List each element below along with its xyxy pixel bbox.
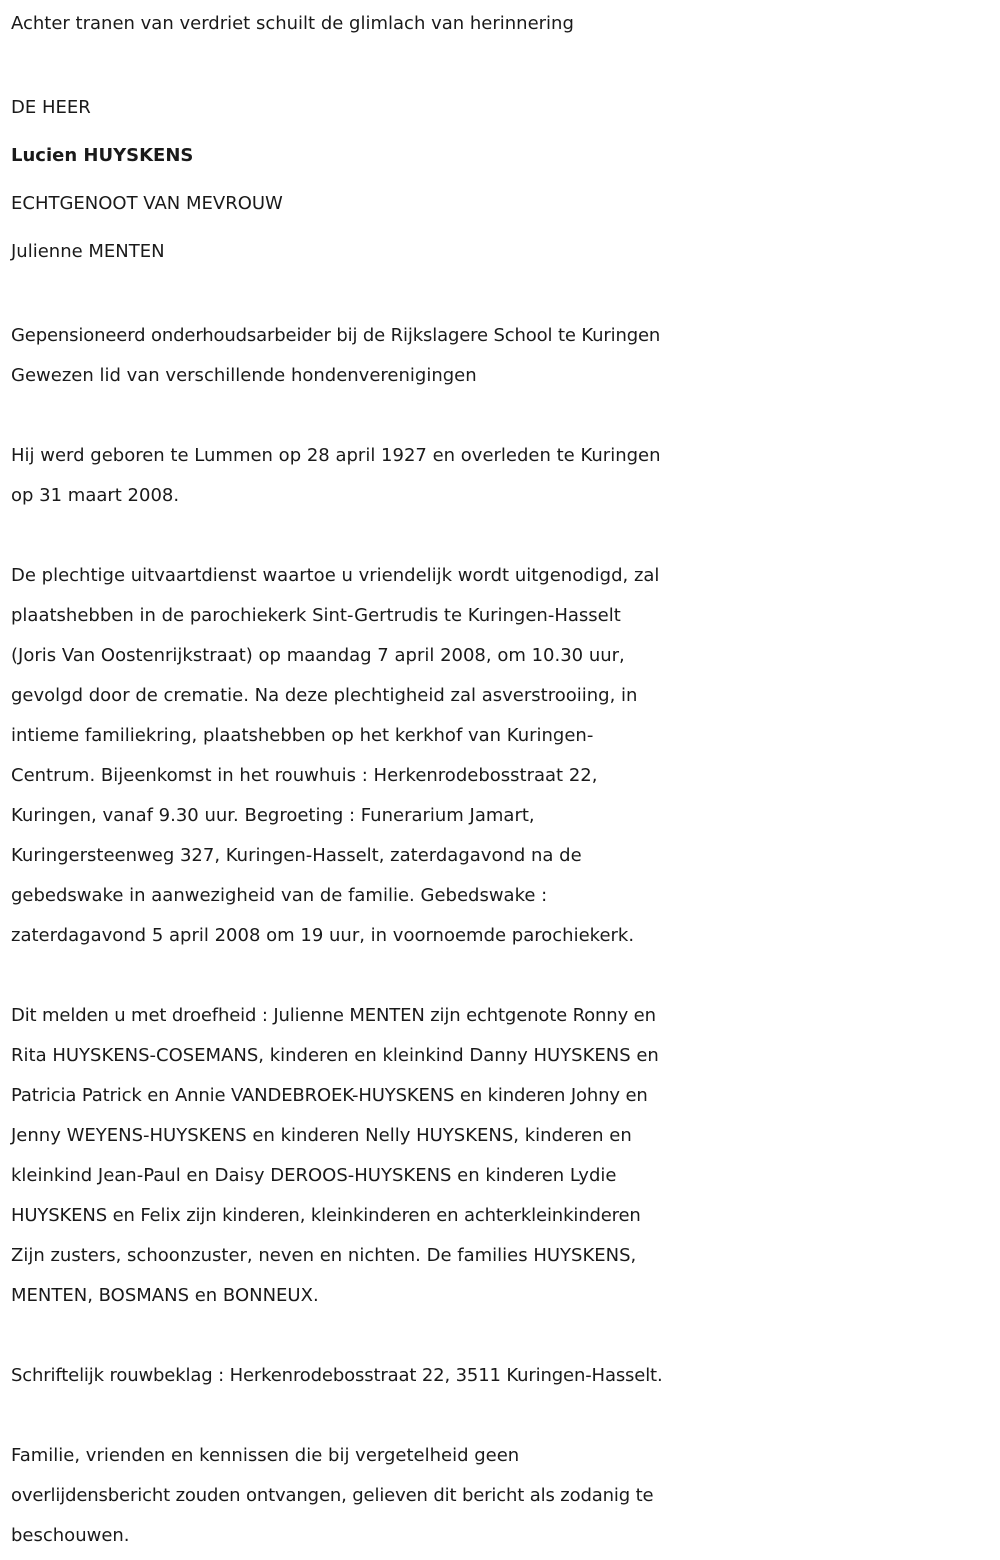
service-line: zaterdagavond 5 april 2008 om 19 uur, in voornoemde parochiekerk. bbox=[11, 925, 635, 946]
birth-death-paragraph bbox=[11, 436, 988, 516]
service-line: (Joris Van Oostenrijkstraat) op maandag 7 april 2008, om 10.30 uur, bbox=[11, 645, 625, 666]
motto: Achter tranen van verdriet schuilt de glimlach van herinnering bbox=[11, 13, 574, 34]
closing-paragraph bbox=[11, 1436, 988, 1556]
condolence-line: Schriftelijk rouwbeklag : Herkenrodebosstraat 22, 3511 Kuringen-Hasselt. bbox=[11, 1365, 663, 1386]
service-line: plaatshebben in de parochiekerk Sint-Gertrudis te Kuringen-Hasselt bbox=[11, 605, 621, 626]
family-line: kleinkind Jean-Paul en Daisy DEROOS-HUYSKENS en kinderen Lydie bbox=[11, 1165, 617, 1186]
family-line: Zijn zusters, schoonzuster, neven en nichten. De families HUYSKENS, bbox=[11, 1245, 637, 1266]
service-line: Kuringen, vanaf 9.30 uur. Begroeting : Funerarium Jamart, bbox=[11, 805, 535, 826]
service-paragraph bbox=[11, 556, 988, 956]
birth-death-line: Hij werd geboren te Lummen op 28 april 1927 en overleden te Kuringen bbox=[11, 445, 661, 466]
service-line: gevolgd door de crematie. Na deze plechtigheid zal asverstrooiing, in bbox=[11, 685, 638, 706]
service-line: gebedswake in aanwezigheid van de familie. Gebedswake : bbox=[11, 885, 548, 906]
family-line: Rita HUYSKENS-COSEMANS, kinderen en kleinkind Danny HUYSKENS en bbox=[11, 1045, 659, 1066]
service-line: Kuringersteenweg 327, Kuringen-Hasselt, zaterdagavond na de bbox=[11, 845, 582, 866]
closing-line: beschouwen. bbox=[11, 1525, 130, 1546]
heading-block bbox=[11, 84, 988, 276]
service-line: De plechtige uitvaartdienst waartoe u vriendelijk wordt uitgenodigd, zal bbox=[11, 565, 660, 586]
closing-line: overlijdensbericht zouden ontvangen, gelieven dit bericht als zodanig te bbox=[11, 1485, 654, 1506]
family-line: MENTEN, BOSMANS en BONNEUX. bbox=[11, 1285, 319, 1306]
relation-line: ECHTGENOOT VAN MEVROUW bbox=[11, 193, 283, 214]
deceased-name: Lucien HUYSKENS bbox=[11, 145, 194, 166]
service-line: Centrum. Bijeenkomst in het rouwhuis : Herkenrodebosstraat 22, bbox=[11, 765, 598, 786]
family-line: HUYSKENS en Felix zijn kinderen, kleinkinderen en achterkleinkinderen bbox=[11, 1205, 641, 1226]
family-paragraph bbox=[11, 996, 988, 1316]
service-line: intieme familiekring, plaatshebben op het kerkhof van Kuringen- bbox=[11, 725, 594, 746]
condolence-paragraph bbox=[11, 1356, 988, 1396]
occupation-line: Gewezen lid van verschillende hondenverenigingen bbox=[11, 365, 477, 386]
family-line: Dit melden u met droefheid : Julienne MENTEN zijn echtgenote Ronny en bbox=[11, 1005, 656, 1026]
family-line: Jenny WEYENS-HUYSKENS en kinderen Nelly HUYSKENS, kinderen en bbox=[11, 1125, 632, 1146]
closing-line: Familie, vrienden en kennissen die bij vergetelheid geen bbox=[11, 1445, 520, 1466]
occupation-paragraph bbox=[11, 316, 988, 396]
family-line: Patricia Patrick en Annie VANDEBROEK-HUYSKENS en kinderen Johny en bbox=[11, 1085, 648, 1106]
spouse-name: Julienne MENTEN bbox=[11, 241, 165, 262]
birth-death-line: op 31 maart 2008. bbox=[11, 485, 180, 506]
occupation-line: Gepensioneerd onderhoudsarbeider bij de Rijkslagere School te Kuringen bbox=[11, 325, 661, 346]
honorific: DE HEER bbox=[11, 97, 91, 118]
